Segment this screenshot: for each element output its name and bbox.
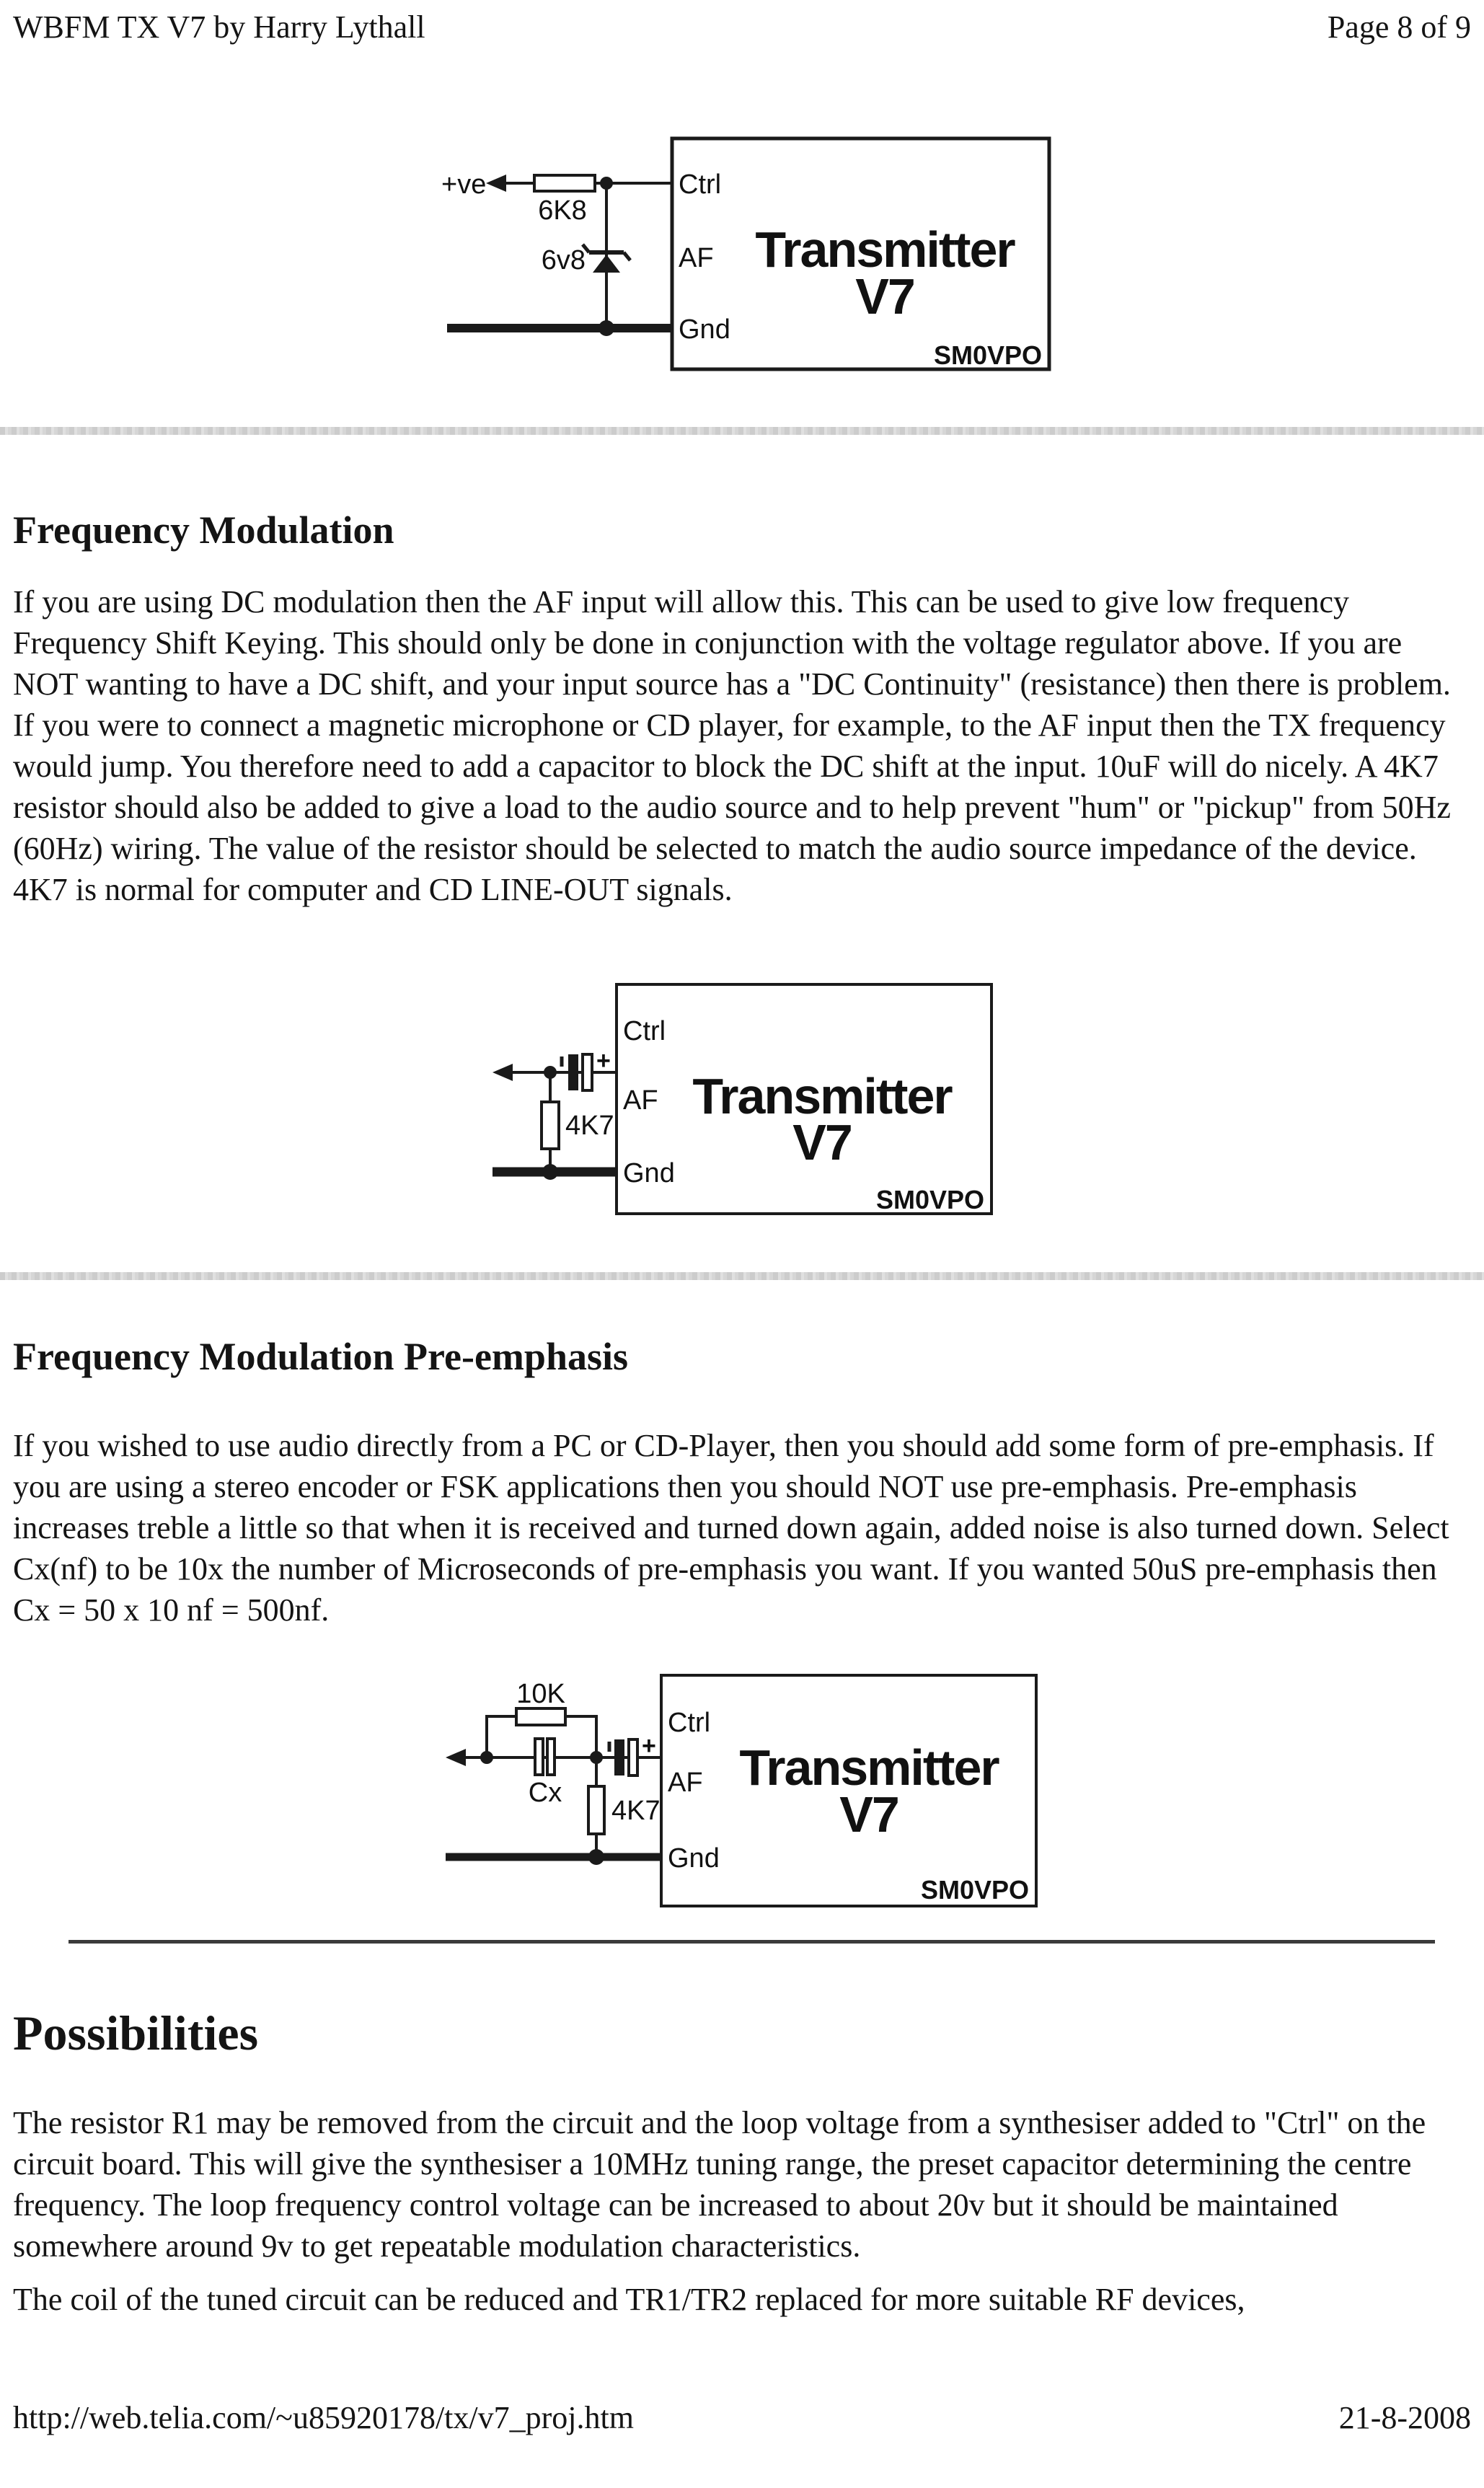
module-brand: SM0VPO: [920, 1875, 1029, 1905]
resistor-4k7-label: 4K7: [565, 1111, 614, 1141]
resistor-6k8: [534, 175, 595, 226]
transmitter-box: [617, 984, 991, 1214]
pin-label-gnd: Gnd: [623, 1158, 675, 1188]
footer-date: 21-8-2008: [1338, 2400, 1471, 2435]
capacitor-cx: [529, 1739, 562, 1808]
junction-dot: [599, 320, 614, 336]
polarity-plus-label: +: [596, 1047, 611, 1075]
pin-label-ctrl: Ctrl: [679, 169, 722, 200]
section-heading-possibilities: Possibilities: [13, 2006, 259, 2060]
document-title: WBFM TX V7 by Harry Lythall: [13, 9, 425, 45]
pin-label-af: AF: [623, 1085, 658, 1116]
section-heading-pre-emphasis: Frequency Modulation Pre-emphasis: [13, 1335, 629, 1378]
circuit-diagram-ac-coupling: [433, 977, 1074, 1226]
supply-label: +ve: [441, 169, 487, 200]
module-version: V7: [839, 1786, 898, 1843]
paragraph-possibilities-2: The coil of the tuned circuit can be reduced and TR1/TR2 replaced for more suitable RF devices,: [13, 2282, 1245, 2317]
resistor-10k-label: 10K: [516, 1679, 565, 1709]
module-name: Transmitter: [755, 221, 1015, 278]
page-footer: [13, 2399, 1471, 2436]
arrow-left-icon: [446, 1749, 466, 1766]
zener-label: 6v8: [541, 245, 586, 275]
junction-dot: [542, 1164, 558, 1180]
pin-label-af: AF: [668, 1768, 703, 1798]
resistor-6k8-label: 6K8: [538, 195, 587, 226]
section-divider: [0, 427, 1484, 435]
circuit-diagram-dc-modulation: [433, 126, 1067, 379]
arrow-left-icon: [493, 1064, 513, 1081]
module-brand: SM0VPO: [875, 1185, 984, 1214]
module-version: V7: [855, 268, 914, 325]
capacitor-polarized: [609, 1732, 656, 1775]
section-divider-dark: [69, 1940, 1435, 1944]
module-version: V7: [792, 1114, 852, 1170]
capacitor-polarized: [562, 1047, 611, 1090]
pin-label-gnd: Gnd: [679, 314, 730, 345]
transmitter-box: [661, 1675, 1036, 1906]
polarity-plus-label: +: [642, 1732, 656, 1760]
capacitor-cx-label: Cx: [528, 1778, 562, 1808]
arrow-left-icon: [486, 175, 506, 192]
section-heading-frequency-modulation: Frequency Modulation: [13, 508, 394, 552]
pin-label-ctrl: Ctrl: [623, 1016, 666, 1046]
module-name: Transmitter: [739, 1739, 999, 1796]
page-number: Page 8 of 9: [1327, 9, 1471, 45]
paragraph-possibilities-1: The resistor R1 may be removed from the circuit and the loop voltage from a synthesiser added to "Ctrl" on the circuit board. This will give the synthesiser a 10MHz tuning range, the preset capacitor determining the centre frequency. The loop frequency control voltage can be increased to about 20v but it should be maintained somewhere around 9v to get repeatable modulation characteristics.: [13, 2105, 1426, 2264]
resistor-4k7-label: 4K7: [611, 1796, 661, 1826]
footer-url: http://web.telia.com/~u85920178/tx/v7_proj.htm: [13, 2400, 634, 2435]
circuit-diagram-pre-emphasis: [404, 1669, 1074, 1918]
module-brand: SM0VPO: [933, 340, 1042, 370]
section-divider: [0, 1272, 1484, 1280]
zener-diode-6v8: [542, 244, 630, 275]
ground-line: [446, 1849, 661, 1865]
transmitter-box: [672, 138, 1049, 370]
pin-label-ctrl: Ctrl: [668, 1708, 711, 1738]
page-header: [13, 9, 1471, 45]
junction-dot: [588, 1849, 604, 1865]
paragraph-frequency-modulation: If you are using DC modulation then the AF input will allow this. This can be used to give low frequency Frequency Shift Keying. This should only be done in conjunction with the voltage regulator above. If you are NOT wanting to have a DC shift, and your input source has a "DC Continuity" (resistance) then there is problem. If you were to connect a magnetic microphone or CD player, for example, to the AF input then the TX frequency would jump. You therefore need to add a capacitor to block the DC shift at the input. 10uF will do nicely. A 4K7 resistor should also be added to give a load to the audio source and to help prevent "hum" or "pickup" from 50Hz (60Hz) wiring. The value of the resistor should be selected to match the audio source impedance of the device. 4K7 is normal for computer and CD LINE-OUT signals.: [13, 584, 1451, 907]
pin-label-gnd: Gnd: [668, 1843, 720, 1874]
junction-dot: [480, 1751, 493, 1764]
module-name: Transmitter: [692, 1068, 952, 1124]
ground-line: [493, 1164, 617, 1180]
paragraph-pre-emphasis: If you wished to use audio directly from a PC or CD-Player, then you should add some form of pre-emphasis. If you are using a stereo encoder or FSK applications then you should NOT use pre-emphasis. Pre-emphasis increases treble a little so that when it is received and turned down again, added noise is also turned down. Select Cx(nf) to be 10x the number of Microseconds of pre-emphasis you want. If you wanted 50uS pre-emphasis then Cx = 50 x 10 nf = 500nf.: [13, 1428, 1449, 1628]
pin-label-af: AF: [679, 243, 714, 273]
ground-line: [447, 320, 672, 336]
